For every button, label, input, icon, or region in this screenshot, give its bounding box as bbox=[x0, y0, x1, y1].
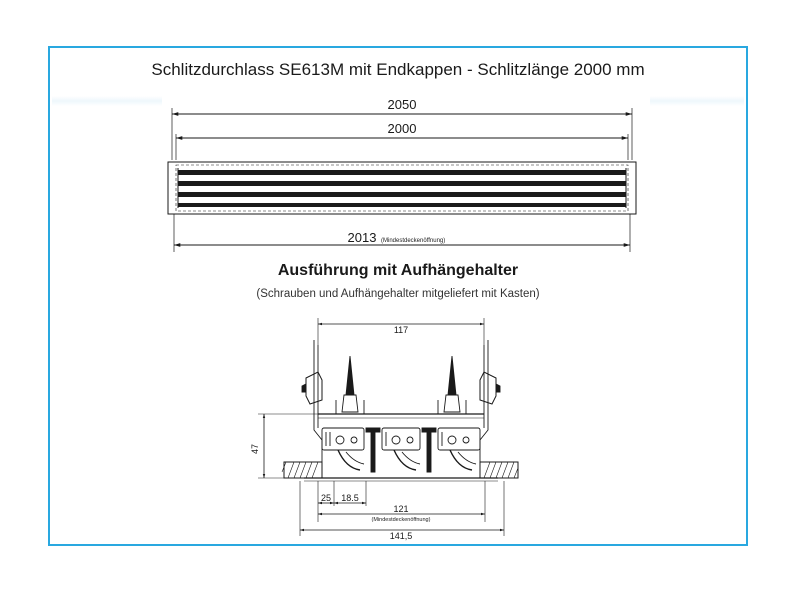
dim-height-label: 47 bbox=[250, 443, 260, 455]
dim-opening-label: 2013 bbox=[347, 230, 377, 245]
section-note: (Schrauben und Aufhängehalter mitgeliefert mit Kasten) bbox=[256, 288, 540, 300]
dim-a-label: 25 bbox=[320, 493, 332, 503]
section-subtitle: Ausführung mit Aufhängehalter bbox=[277, 262, 519, 279]
dim-overall-label: 2050 bbox=[387, 97, 417, 112]
dim-outer-label: 141,5 bbox=[389, 531, 413, 541]
dim-width-label: 117 bbox=[393, 325, 409, 335]
dim-b-label: 18.5 bbox=[341, 493, 359, 503]
section-view bbox=[258, 318, 518, 536]
drawing-title: Schlitzdurchlass SE613M mit Endkappen - Schlitzlänge 2000 mm bbox=[151, 60, 645, 79]
dim-inner-label: 121 bbox=[393, 504, 409, 514]
dim-slot-label: 2000 bbox=[387, 121, 417, 136]
dim-opening-note: (Mindestdeckenöffnung) bbox=[381, 238, 446, 244]
dim-inner-note: (Mindestdeckenöffnung) bbox=[371, 517, 431, 523]
